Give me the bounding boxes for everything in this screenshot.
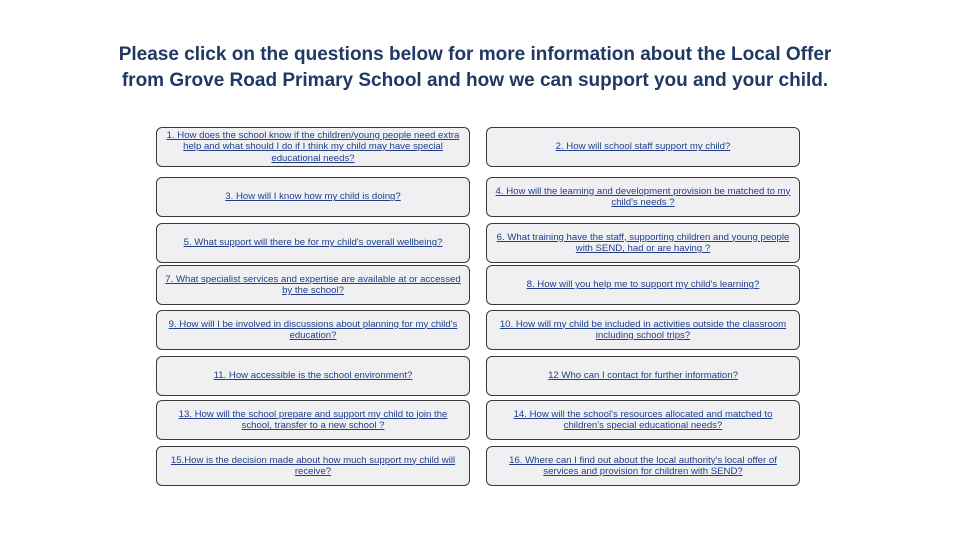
question-button-10[interactable] (486, 310, 800, 350)
question-button-12[interactable] (486, 356, 800, 396)
question-button-5[interactable] (156, 223, 470, 263)
question-link-3[interactable]: 3. How will I know how my child is doing? (225, 191, 401, 203)
question-link-8[interactable]: 8. How will you help me to support my child's learning? (526, 279, 760, 291)
question-link-12[interactable]: 12 Who can I contact for further information? (548, 370, 738, 382)
question-button-11[interactable] (156, 356, 470, 396)
question-link-2[interactable]: 2. How will school staff support my child? (555, 141, 731, 153)
question-button-4[interactable] (486, 177, 800, 217)
question-link-7[interactable]: 7. What specialist services and expertise are available at or accessed by the school? (165, 273, 461, 296)
question-link-16[interactable]: 16. Where can I find out about the local authority's local offer of services and provision for children with SEND? (509, 454, 777, 477)
question-button-2[interactable] (486, 127, 800, 167)
question-link-6[interactable]: 6. What training have the staff, supporting children and young people with SEND, had or are having ? (496, 231, 790, 254)
question-button-16[interactable] (486, 446, 800, 486)
question-link-4[interactable]: 4. How will the learning and development provision be matched to my child's needs ? (495, 185, 791, 208)
question-link-10[interactable]: 10. How will my child be included in activities outside the classroom including school trips? (499, 318, 787, 341)
question-link-1[interactable]: 1. How does the school know if the children/young people need extra help and what should I do if I think my child may have special educational needs? (166, 129, 460, 164)
question-button-15[interactable] (156, 446, 470, 486)
question-link-5[interactable]: 5. What support will there be for my child's overall wellbeing? (183, 237, 443, 249)
question-link-15[interactable]: 15.How is the decision made about how much support my child will receive? (170, 454, 456, 477)
question-link-13[interactable]: 13. How will the school prepare and support my child to join the school, transfer to a new school ? (178, 408, 448, 431)
question-link-9[interactable]: 9. How will I be involved in discussions about planning for my child's education? (168, 318, 458, 341)
question-button-8[interactable] (486, 265, 800, 305)
question-link-11[interactable]: 11. How accessible is the school environment? (213, 370, 413, 382)
page-title-line-1: Please click on the questions below for more information about the Local Offer (118, 44, 832, 65)
question-button-9[interactable] (156, 310, 470, 350)
page-title-line-2: from Grove Road Primary School and how we can support you and your child. (121, 70, 829, 91)
question-button-7[interactable] (156, 265, 470, 305)
question-button-14[interactable] (486, 400, 800, 440)
question-button-13[interactable] (156, 400, 470, 440)
question-button-1[interactable] (156, 127, 470, 167)
page-title (0, 42, 950, 94)
question-button-6[interactable] (486, 223, 800, 263)
question-button-3[interactable] (156, 177, 470, 217)
question-link-14[interactable]: 14. How will the school's resources allocated and matched to children's special educational needs? (513, 408, 773, 431)
